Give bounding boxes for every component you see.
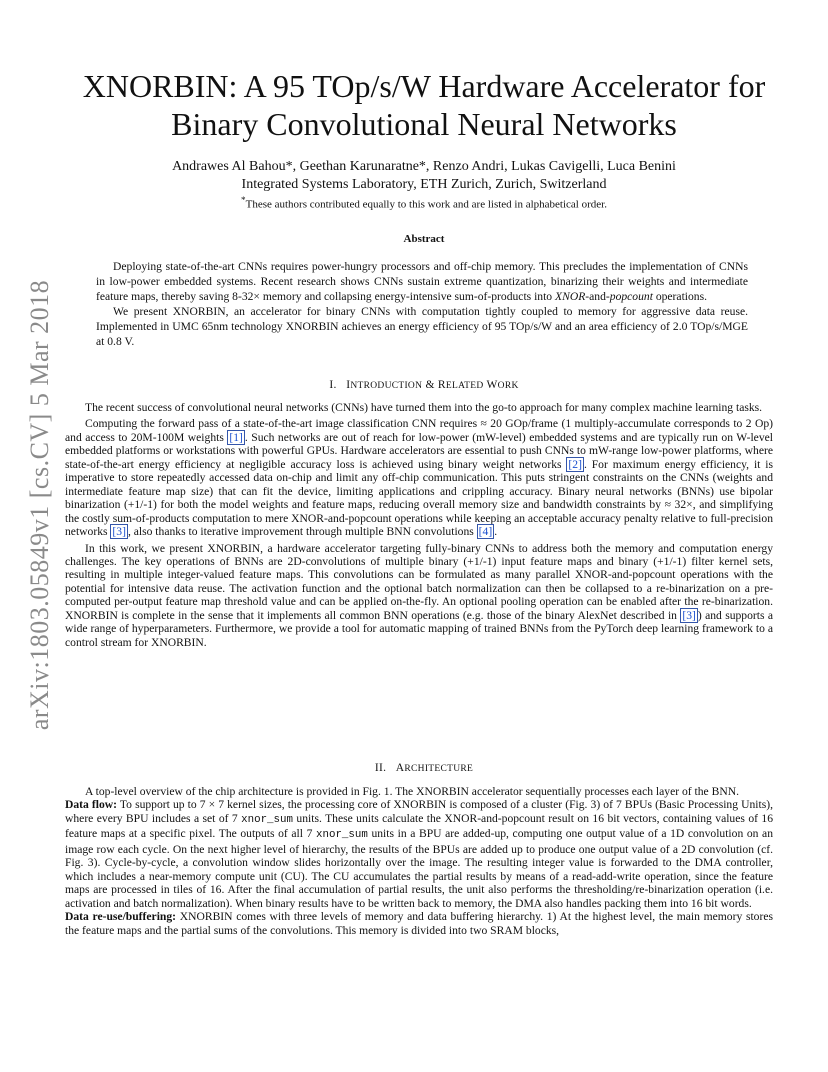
- footnote-text: These authors contributed equally to this work and are listed in alphabetical order.: [245, 198, 607, 211]
- citation-link[interactable]: [1]: [229, 430, 243, 444]
- architecture-body: [65, 785, 773, 937]
- introduction-body: [65, 401, 773, 652]
- intro-paragraph-2: Computing the forward pass of a state-of-the-art image classification CNN requires ≈ 20 GOp/frame (1 multiply-accumulate corresponds to 2 Op) and access to 20M-100M weights [1] . Such networks are out of reach for low-power (mW-level) embedded systems and are typically run on W-level embedded platforms or workstations with powerful GPUs. Hardware accelerators are essential to push CNNs to mW-range low-power platforms, where state-of-the-art energy efficiency at negligible accuracy loss is achieved using binary weight networks [2] . For maximum energy efficiency, it is imperative to store repeatedly accessed data on-chip and limit any off-chip communication. This puts stringent constraints on the CNNs (weights and intermediate feature map size) that can fit the device, limiting applications and crippling accuracy. Binary neural networks (BNNs) use bipolar binarization (+1/-1) for both the model weights and feature maps, reducing overall memory size and bandwidth constraints by ≈ 32×, and simplifying the costly sum-of-products computation to mere XNOR-and-popcount operations while keeping an acceptable accuracy penalty relative to full-precision networks [3] , also thanks to iterative improvement through multiple BNN convolutions [4] .: [65, 417, 773, 539]
- section-heading-introduction: I. INTRODUCTION & RELATED WORK: [329, 379, 519, 391]
- data-flow-label: Data flow:: [65, 798, 118, 812]
- data-reuse-paragraph: Data re-use/buffering: XNORBIN comes with three levels of memory and data buffering hierarchy. 1) At the highest level, the main memory stores the feature maps and the partial sums of the convolutions. This memory is divided into two SRAM blocks,: [65, 910, 773, 937]
- abstract-heading: Abstract: [403, 233, 445, 245]
- affiliation: Integrated Systems Laboratory, ETH Zurich, Zurich, Switzerland: [241, 177, 607, 192]
- title-line-2: Binary Convolutional Neural Networks: [171, 106, 677, 142]
- title-line-1: XNORBIN: A 95 TOp/s/W Hardware Accelerator for: [82, 68, 766, 104]
- data-reuse-label: Data re-use/buffering:: [65, 910, 177, 924]
- citation-link[interactable]: [2]: [568, 457, 582, 471]
- abstract-paragraph-1: Deploying state-of-the-art CNNs requires power-hungry processors and off-chip memory. This precludes the implementation of CNNs in low-power embedded systems. Recent research shows CNNs sustain extreme quantization, binarizing their weights and intermediate feature maps, thereby saving 8-32× memory and collapsing energy-intensive sum-of-products into XNOR-and-popcount operations.: [96, 260, 748, 303]
- abstract-paragraph-2: We present XNORBIN, an accelerator for binary CNNs with computation tightly coupled to memory for aggressive data reuse. Implemented in UMC 65nm technology XNORBIN achieves an energy efficiency of 95 TOp/s/W and an area efficiency of 2.0 TOp/s/MGE at 0.8 V.: [96, 305, 748, 348]
- arxiv-identifier-stamp[interactable]: arXiv:1803.05849v1 [cs.CV] 5 Mar 2018: [25, 279, 54, 731]
- abstract-body: [96, 259, 748, 349]
- intro-paragraph-3: In this work, we present XNORBIN, a hardware accelerator targeting fully-binary CNNs to address both the memory and computation energy challenges. The key operations of BNNs are 2D-convolutions of multiple binary (+1/-1) input feature maps and binary (+1/-1) filter kernel sets, resulting in multiple integer-valued feature maps. This convolutions can be formulated as many parallel XNOR-and-popcount operations with the potential for intensive data reuse. The activation function and the optional batch normalization can then be collapsed to a re-binarization on a pre-computed per-output feature map threshold value and can be applied on-the-fly. An optional pooling operation can be enabled after the re-binarization. XNORBIN is complete in the sense that it implements all common BNN operations (e.g. those of the binary AlexNet described in [3] ) and supports a wide range of hyperparameters. Furthermore, we provide a tool for automatic mapping of trained BNNs from the PyTorch deep learning framework to a control stream for XNORBIN.: [65, 541, 773, 649]
- section-heading-architecture: II. ARCHITECTURE: [374, 762, 474, 774]
- citation-link[interactable]: [3]: [682, 608, 696, 622]
- equal-contribution-note: [60, 193, 788, 212]
- footnote-mark: *: [241, 195, 246, 205]
- intro-paragraph-1: The recent success of convolutional neural networks (CNNs) have turned them into the go-to approach for many complex machine learning tasks.: [85, 401, 763, 414]
- arch-paragraph-1: A top-level overview of the chip architecture is provided in Fig. 1. The XNORBIN accelerator sequentially processes each layer of the BNN.: [85, 785, 739, 798]
- author-list: Andrawes Al Bahou*, Geethan Karunaratne*, Renzo Andri, Lukas Cavigelli, Luca Benini: [172, 159, 676, 174]
- data-flow-paragraph: Data flow: To support up to 7 × 7 kernel sizes, the processing core of XNORBIN is composed of a cluster (Fig. 3) of 7 BPUs (Basic Processing Units), where every BPU includes a set of 7 xnor_sum units. These units calculate the XNOR-and-popcount result on 16 bit vectors, containing values of 16 feature maps at a specific pixel. The outputs of all 7 xnor_sum units in a BPU are added-up, computing one output value of a 1D convolution on an image row each cycle. On the next higher level of hierarchy, the results of the BPUs are added up to produce one output value of a 2D convolution (cf. Fig. 3). Cycle-by-cycle, a convolution window slides horizontally over the image. The resulting integer value is forwarded to the DMA controller, which includes a near-memory compute unit (CU). The CU accumulates the partial results by means of a read-add-write operation, since the feature maps are processed in tiles of 16. After the final accumulation of partial results, the unit also performs the thresholding/re-binarization operation (i.e. activation and batch normalization). When binary results have to be written back to memory, the DMA also handles packing them into 16 bit words.: [65, 798, 773, 910]
- paper-title: [60, 67, 788, 143]
- citation-link[interactable]: [4]: [478, 525, 493, 539]
- citation-link[interactable]: [3]: [112, 525, 126, 539]
